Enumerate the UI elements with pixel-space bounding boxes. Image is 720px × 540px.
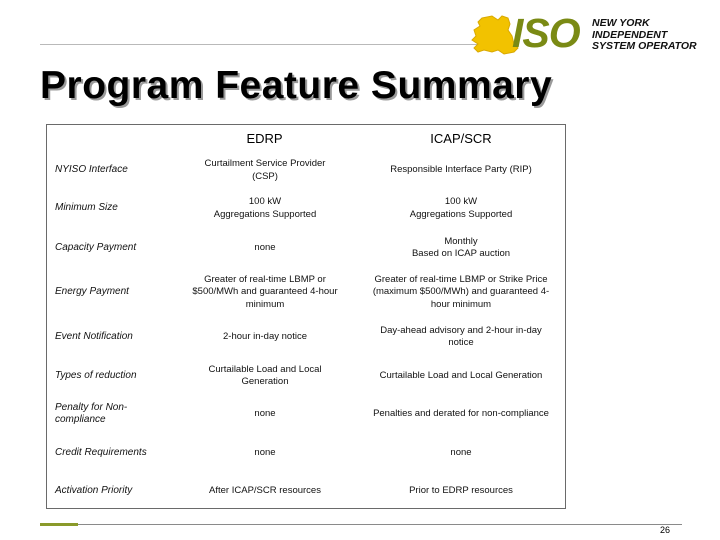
edrp-cell: Curtailable Load and Local Generation [208, 363, 322, 387]
page-title: Program Feature Summary [40, 64, 553, 107]
table-row [47, 395, 565, 433]
table-row [47, 228, 565, 268]
icap-scr-cell: Curtailable Load and Local Generation [379, 369, 543, 381]
edrp-cell: Curtailment Service Provider (CSP) [204, 158, 326, 182]
table-row [47, 189, 565, 228]
column-header-icap-scr: ICAP/SCR [430, 131, 492, 146]
row-label: Types of reduction [55, 369, 137, 381]
table-row [47, 433, 565, 473]
row-label: Capacity Payment [55, 241, 137, 253]
footer-accent-bar [40, 523, 78, 526]
row-label: NYISO Interface [55, 164, 128, 176]
column-header-edrp: EDRP [246, 131, 283, 146]
logo-iso-mark: ISO [512, 10, 580, 56]
row-label: Penalty for Non- compliance [55, 401, 128, 425]
edrp-cell: Greater of real-time LBMP or $500/MWh and guaranteed 4-hour minimum [192, 273, 338, 310]
edrp-cell: After ICAP/SCR resources [209, 484, 321, 496]
icap-scr-cell: Monthly Based on ICAP auction [411, 235, 511, 259]
table-row [47, 152, 565, 189]
icap-scr-cell: none [450, 446, 472, 458]
feature-summary-table [46, 124, 566, 509]
row-label: Energy Payment [55, 286, 129, 298]
edrp-cell: 2-hour in-day notice [223, 330, 307, 342]
row-label: Activation Priority [55, 484, 133, 496]
page-number: 26 [660, 525, 671, 535]
edrp-cell: none [254, 446, 276, 458]
table-row [47, 357, 565, 395]
icap-scr-cell: Prior to EDRP resources [409, 484, 513, 496]
icap-scr-cell: Greater of real-time LBMP or Strike Price (maximum $500/MWh) and guaranteed 4- hour minimum [372, 273, 550, 310]
row-label: Credit Requirements [55, 446, 147, 458]
edrp-cell: 100 kW Aggregations Supported [213, 196, 317, 220]
icap-scr-cell: Day-ahead advisory and 2-hour in-day notice [380, 324, 542, 348]
table-row [47, 268, 565, 317]
icap-scr-cell: 100 kW Aggregations Supported [409, 196, 513, 220]
edrp-cell: none [254, 407, 276, 419]
table-row [47, 317, 565, 357]
row-label: Minimum Size [55, 202, 118, 214]
icap-scr-cell: Penalties and derated for non-compliance [373, 407, 549, 419]
header-rule [40, 44, 480, 45]
footer-rule [78, 524, 682, 525]
table-row [47, 473, 565, 509]
edrp-cell: none [254, 241, 276, 253]
logo-organization-name: NEW YORK INDEPENDENT SYSTEM OPERATOR [592, 17, 697, 52]
nyiso-logo [468, 10, 708, 56]
row-label: Event Notification [55, 330, 133, 342]
icap-scr-cell: Responsible Interface Party (RIP) [390, 164, 532, 176]
